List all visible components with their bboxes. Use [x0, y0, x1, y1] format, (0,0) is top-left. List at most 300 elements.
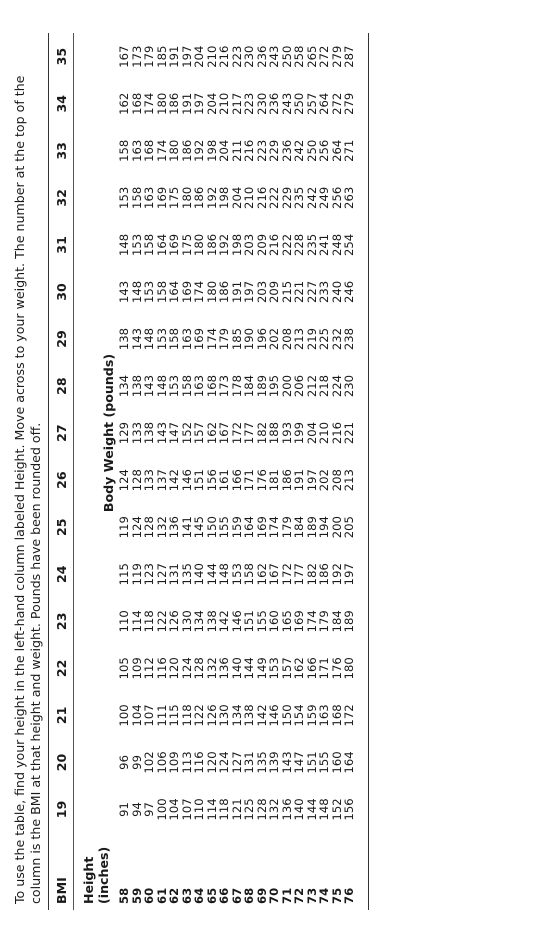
weight-cell: 152	[329, 798, 344, 821]
weight-column	[118, 80, 369, 127]
weight-cell: 224	[329, 374, 344, 398]
height-value: 70	[267, 887, 281, 904]
weight-cell: 221	[292, 280, 306, 304]
weight-cell: 115	[167, 704, 181, 727]
weight-cell: 222	[279, 233, 294, 256]
weight-cell: 124	[217, 751, 231, 774]
weight-cell: 163	[142, 186, 156, 209]
bmi-value-header: 33	[49, 127, 74, 174]
weight-column	[118, 786, 369, 833]
weight-cell: 174	[204, 327, 219, 351]
weight-cell: 182	[304, 563, 319, 586]
weight-cell: 138	[117, 327, 131, 351]
weight-cell: 225	[317, 327, 331, 351]
bmi-value-header: 22	[49, 645, 74, 692]
weight-cell: 148	[117, 233, 131, 256]
weight-cell: 124	[129, 516, 144, 539]
weight-cell: 158	[242, 563, 256, 586]
weight-cell: 135	[254, 751, 269, 774]
weight-column	[118, 504, 369, 551]
weight-cell: 203	[254, 280, 269, 304]
weight-cell: 107	[179, 798, 194, 821]
weight-cell: 153	[167, 374, 181, 398]
bmi-value-header: 27	[49, 410, 74, 457]
weight-cell: 181	[267, 469, 281, 492]
weight-cell: 140	[292, 798, 306, 821]
weight-cell: 163	[317, 704, 331, 727]
weight-cell: 243	[267, 45, 281, 68]
weight-cell: 182	[254, 422, 269, 445]
weight-cell: 162	[204, 422, 219, 445]
weight-cell: 158	[142, 233, 156, 256]
weight-cell: 216	[254, 186, 269, 209]
weight-cell: 132	[267, 798, 281, 821]
weight-cell: 213	[342, 469, 356, 492]
weight-cell: 200	[329, 516, 344, 539]
weight-cell: 148	[154, 374, 169, 398]
weight-cell: 193	[279, 422, 294, 445]
weight-column	[118, 410, 369, 457]
weight-cell: 204	[229, 186, 244, 209]
weight-cell: 145	[192, 516, 206, 539]
weight-cell: 143	[142, 374, 156, 398]
bmi-value-header: 28	[49, 363, 74, 410]
weight-cell: 148	[142, 327, 156, 351]
bmi-column-label: BMI	[49, 833, 74, 910]
weight-cell: 210	[242, 186, 256, 209]
weight-cell: 223	[254, 139, 269, 162]
weight-cell: 210	[217, 92, 231, 115]
weight-cell: 248	[329, 233, 344, 256]
weight-cell: 203	[242, 233, 256, 256]
weight-cell: 134	[229, 704, 244, 727]
height-value: 62	[167, 887, 181, 904]
weight-cell: 136	[279, 798, 294, 821]
weight-cell: 158	[179, 374, 194, 398]
weight-cell: 215	[279, 280, 294, 304]
weight-cell: 102	[142, 751, 156, 774]
weight-cell: 153	[154, 327, 169, 351]
weight-cell: 158	[129, 186, 144, 209]
weight-cell: 229	[279, 186, 294, 209]
weight-cell: 148	[317, 798, 331, 821]
weight-cell: 155	[317, 751, 331, 774]
weight-cell: 169	[154, 186, 169, 209]
weight-cell: 179	[279, 516, 294, 539]
weight-cell: 180	[179, 186, 194, 209]
weight-column	[118, 692, 369, 739]
weight-cell: 152	[179, 422, 194, 445]
height-value: 72	[292, 887, 306, 904]
weight-cell: 272	[329, 92, 344, 115]
weight-cell: 100	[154, 798, 169, 821]
weight-cell: 180	[167, 139, 181, 162]
weight-cell: 154	[292, 704, 306, 727]
weight-cell: 132	[154, 516, 169, 539]
weight-cell: 211	[229, 139, 244, 162]
weight-cell: 250	[304, 139, 319, 162]
bmi-value-header: 23	[49, 598, 74, 645]
weight-cell: 158	[117, 139, 131, 162]
weight-cell: 227	[304, 280, 319, 304]
weight-cell: 191	[179, 92, 194, 115]
bmi-value-header: 35	[49, 33, 74, 80]
height-value: 63	[179, 887, 194, 904]
weight-cell: 169	[292, 610, 306, 633]
weight-cell: 208	[279, 327, 294, 351]
weight-cell: 171	[242, 469, 256, 492]
height-value: 66	[217, 887, 231, 904]
weight-cell: 168	[142, 139, 156, 162]
weight-cell: 138	[242, 704, 256, 727]
weight-cell: 138	[204, 610, 219, 633]
weight-cell: 228	[292, 233, 306, 256]
weight-cell: 120	[204, 751, 219, 774]
weight-column	[118, 33, 369, 80]
weight-cell: 186	[179, 139, 194, 162]
weight-cell: 186	[167, 92, 181, 115]
body-weight-label: Body Weight (pounds)	[101, 353, 116, 513]
weight-cell: 180	[192, 233, 206, 256]
weight-cell: 118	[179, 704, 194, 727]
height-value: 75	[329, 887, 344, 904]
weight-cell: 144	[304, 798, 319, 821]
weight-cell: 116	[154, 657, 169, 680]
weight-cell: 179	[317, 610, 331, 633]
weight-cell: 153	[229, 563, 244, 586]
weight-cell: 197	[192, 92, 206, 115]
weight-cell: 119	[129, 563, 144, 586]
weight-cell: 271	[342, 139, 356, 162]
instructions-text: To use the table, find your height in the left-hand column labeled Height. Move across to your weight. The number at the top of the column is the BMI at that height and weight. Pounds have been rounded off.	[12, 75, 43, 904]
weight-cell: 216	[329, 422, 344, 445]
bmi-value-header: 21	[49, 692, 74, 739]
weight-cell: 161	[217, 469, 231, 492]
weight-cell: 142	[254, 704, 269, 727]
bmi-value-header: 19	[49, 786, 74, 833]
weight-cell: 120	[167, 657, 181, 680]
weight-cell: 166	[304, 657, 319, 680]
weight-cell: 121	[229, 798, 244, 821]
weight-cell: 169	[192, 327, 206, 351]
weight-cell: 112	[142, 657, 156, 680]
weight-cell: 236	[279, 139, 294, 162]
weight-cell: 180	[204, 280, 219, 304]
weight-cell: 109	[129, 657, 144, 680]
weight-cell: 174	[154, 139, 169, 162]
bmi-value-header: 25	[49, 504, 74, 551]
weight-cell: 153	[129, 233, 144, 256]
weight-cell: 163	[129, 139, 144, 162]
weight-cell: 189	[342, 610, 356, 633]
weight-cell: 242	[292, 139, 306, 162]
height-values-column	[118, 833, 369, 910]
height-unit-label: (inches)	[96, 846, 111, 904]
bmi-value-header: 30	[49, 268, 74, 315]
weight-cell: 236	[254, 45, 269, 68]
weight-cell: 116	[192, 751, 206, 774]
weight-cell: 105	[117, 657, 131, 680]
weight-cell: 240	[329, 280, 344, 304]
weight-cell: 168	[204, 374, 219, 398]
weight-cell: 186	[217, 280, 231, 304]
height-value: 71	[279, 887, 294, 904]
weight-cell: 133	[142, 469, 156, 492]
weight-cell: 272	[317, 45, 331, 68]
weight-cell: 137	[154, 469, 169, 492]
weight-cell: 136	[167, 516, 181, 539]
weight-cell: 122	[154, 610, 169, 633]
weight-cell: 128	[192, 657, 206, 680]
weight-cell: 177	[292, 563, 306, 586]
weight-column	[118, 363, 369, 410]
weight-cell: 119	[117, 516, 131, 539]
weight-cell: 142	[167, 469, 181, 492]
weight-column	[118, 174, 369, 221]
weight-cell: 186	[192, 186, 206, 209]
weight-cell: 250	[292, 92, 306, 115]
weight-cell: 235	[304, 233, 319, 256]
weight-cell: 186	[204, 233, 219, 256]
weight-cell: 210	[317, 422, 331, 445]
weight-cell: 235	[292, 186, 306, 209]
weight-cell: 130	[179, 610, 194, 633]
weight-cell: 138	[142, 422, 156, 445]
weight-cell: 175	[179, 233, 194, 256]
bmi-value-header: 32	[49, 174, 74, 221]
weight-cell: 216	[217, 45, 231, 68]
height-value: 58	[117, 887, 131, 904]
weight-cell: 196	[254, 327, 269, 351]
weight-column	[118, 268, 369, 315]
weight-cell: 107	[142, 704, 156, 727]
weight-cell: 222	[267, 186, 281, 209]
weight-cell: 199	[292, 422, 306, 445]
weight-cell: 159	[304, 704, 319, 727]
height-value: 64	[192, 887, 206, 904]
weight-cell: 162	[292, 657, 306, 680]
weight-cell: 123	[142, 563, 156, 586]
weight-cell: 136	[217, 657, 231, 680]
weight-cell: 218	[317, 374, 331, 398]
height-value: 61	[154, 887, 169, 904]
weight-cell: 148	[129, 280, 144, 304]
weight-cell: 200	[279, 374, 294, 398]
weight-cell: 167	[267, 563, 281, 586]
weight-cell: 140	[192, 563, 206, 586]
weight-cell: 166	[229, 469, 244, 492]
height-label: Height	[81, 856, 96, 904]
weight-cell: 153	[117, 186, 131, 209]
weight-cell: 131	[167, 563, 181, 586]
weight-cell: 164	[167, 280, 181, 304]
subheader-row	[74, 33, 119, 910]
weight-cell: 242	[304, 186, 319, 209]
weight-cell: 174	[267, 516, 281, 539]
bmi-value-header: 34	[49, 80, 74, 127]
weight-cell: 212	[304, 374, 319, 398]
weight-cell: 118	[142, 610, 156, 633]
weight-cell: 197	[242, 280, 256, 304]
weight-column	[118, 645, 369, 692]
weight-cell: 128	[129, 469, 144, 492]
bmi-table	[48, 33, 369, 910]
bmi-value-header: 20	[49, 739, 74, 786]
table-body-row	[118, 33, 369, 910]
weight-cell: 150	[279, 704, 294, 727]
weight-column	[118, 739, 369, 786]
weight-cell: 174	[142, 92, 156, 115]
weight-cell: 172	[229, 422, 244, 445]
height-value: 60	[142, 887, 156, 904]
weight-cell: 130	[217, 704, 231, 727]
weight-cell: 169	[179, 280, 194, 304]
weight-cell: 163	[179, 327, 194, 351]
weight-cell: 158	[167, 327, 181, 351]
weight-cell: 151	[304, 751, 319, 774]
weight-cell: 110	[192, 798, 206, 821]
weight-cell: 184	[329, 610, 344, 633]
weight-cell: 138	[129, 374, 144, 398]
weight-cell: 146	[179, 469, 194, 492]
weight-cell: 124	[179, 657, 194, 680]
weight-cell: 177	[242, 422, 256, 445]
weight-cell: 133	[129, 422, 144, 445]
weight-cell: 189	[304, 516, 319, 539]
weight-cell: 246	[342, 280, 356, 304]
weight-cell: 208	[329, 469, 344, 492]
weight-cell: 118	[217, 798, 231, 821]
weight-cell: 185	[229, 327, 244, 351]
weight-cell: 126	[167, 610, 181, 633]
weight-cell: 206	[292, 374, 306, 398]
weight-cell: 213	[292, 327, 306, 351]
weight-cell: 230	[342, 374, 356, 398]
height-value: 69	[254, 887, 269, 904]
height-value: 67	[229, 887, 244, 904]
weight-column	[118, 598, 369, 645]
weight-cell: 192	[204, 186, 219, 209]
weight-cell: 169	[254, 516, 269, 539]
weight-cell: 99	[129, 755, 144, 770]
weight-cell: 97	[142, 802, 156, 817]
weight-cell: 279	[329, 45, 344, 68]
weight-cell: 143	[117, 280, 131, 304]
weight-cell: 243	[279, 92, 294, 115]
weight-cell: 204	[204, 92, 219, 115]
weight-cell: 230	[254, 92, 269, 115]
weight-cell: 106	[154, 751, 169, 774]
weight-cell: 111	[154, 704, 169, 727]
weight-cell: 151	[192, 469, 206, 492]
weight-cell: 217	[229, 92, 244, 115]
weight-cell: 176	[329, 657, 344, 680]
weight-cell: 192	[217, 233, 231, 256]
weight-cell: 176	[254, 469, 269, 492]
height-value: 65	[204, 887, 219, 904]
weight-cell: 256	[317, 139, 331, 162]
weight-cell: 249	[317, 186, 331, 209]
weight-cell: 140	[229, 657, 244, 680]
weight-cell: 197	[342, 563, 356, 586]
weight-cell: 144	[242, 657, 256, 680]
weight-cell: 128	[142, 516, 156, 539]
weight-cell: 167	[217, 422, 231, 445]
weight-cell: 221	[342, 422, 356, 445]
weight-cell: 173	[217, 374, 231, 398]
weight-cell: 189	[254, 374, 269, 398]
weight-cell: 91	[117, 802, 131, 817]
weight-cell: 146	[267, 704, 281, 727]
weight-cell: 127	[229, 751, 244, 774]
weight-cell: 204	[217, 139, 231, 162]
weight-cell: 232	[329, 327, 344, 351]
height-value: 73	[304, 887, 319, 904]
weight-cell: 156	[342, 798, 356, 821]
weight-cell: 216	[267, 233, 281, 256]
weight-cell: 184	[242, 374, 256, 398]
weight-cell: 191	[229, 280, 244, 304]
weight-cell: 171	[317, 657, 331, 680]
weight-cell: 167	[117, 45, 131, 68]
weight-cell: 179	[217, 327, 231, 351]
weight-cell: 135	[179, 563, 194, 586]
weight-cell: 197	[179, 45, 194, 68]
weight-column	[118, 551, 369, 598]
weight-cell: 160	[267, 610, 281, 633]
weight-cell: 186	[317, 563, 331, 586]
weight-cell: 174	[192, 280, 206, 304]
weight-cell: 219	[304, 327, 319, 351]
weight-cell: 164	[242, 516, 256, 539]
weight-cell: 143	[129, 327, 144, 351]
weight-cell: 216	[242, 139, 256, 162]
weight-cell: 236	[267, 92, 281, 115]
weight-cell: 209	[267, 280, 281, 304]
weight-column	[118, 457, 369, 504]
weight-cell: 173	[129, 45, 144, 68]
weight-cell: 139	[267, 751, 281, 774]
weight-cell: 134	[192, 610, 206, 633]
weight-cell: 168	[129, 92, 144, 115]
weight-cell: 109	[167, 751, 181, 774]
weight-cell: 233	[317, 280, 331, 304]
weight-cell: 185	[154, 45, 169, 68]
height-value: 68	[242, 887, 256, 904]
bmi-value-header: 24	[49, 551, 74, 598]
weight-cell: 153	[267, 657, 281, 680]
weight-cell: 125	[242, 798, 256, 821]
weight-cell: 179	[142, 45, 156, 68]
weight-cell: 210	[204, 45, 219, 68]
weight-cell: 204	[192, 45, 206, 68]
weight-cell: 192	[192, 139, 206, 162]
weight-cell: 174	[304, 610, 319, 633]
height-value: 76	[342, 887, 356, 904]
weight-cell: 147	[292, 751, 306, 774]
weight-cell: 160	[329, 751, 344, 774]
weight-cell: 264	[329, 139, 344, 162]
weight-cell: 192	[329, 563, 344, 586]
weight-cell: 223	[242, 92, 256, 115]
height-value: 74	[317, 887, 331, 904]
weight-cell: 198	[217, 186, 231, 209]
weight-cell: 241	[317, 233, 331, 256]
weight-cell: 124	[117, 469, 131, 492]
weight-cell: 157	[192, 422, 206, 445]
weight-cell: 287	[342, 45, 356, 68]
weight-cell: 164	[154, 233, 169, 256]
